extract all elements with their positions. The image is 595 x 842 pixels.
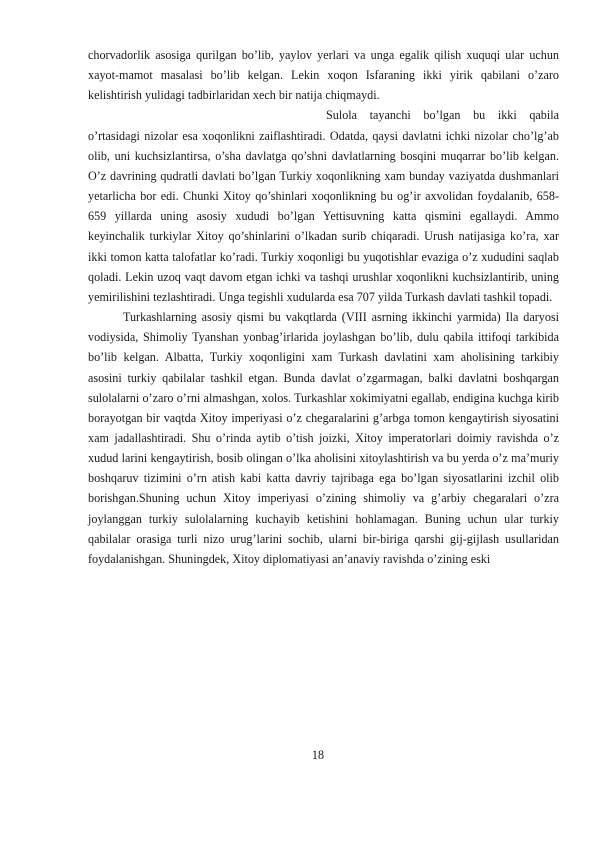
paragraph-1: chorvadorlik asosiga qurilgan bo’lib, yaylov yerlari va unga egalik qilish xuquqi ular uchun xayot-mamot masalasi bo’lib kelgan. Lekin xoqon Isfaraning ikki yirik qabilani o’zaro kelishtirish yulidagi tadbirlaridan xech bir natija chiqmaydi. [88,48,559,103]
paragraph-2: Sulola tayanchi bo’lgan bu ikki qabila o’rtasidagi nizolar esa xoqonlikni zaiflashtiradi. Odatda, qaysi davlatni ichki nizolar cho’lg’ab olib, uni kuchsizlantirsa, o’sha davlatga qo’shni davlatlarning bosqini muqarrar bo’lib kelgan. O’z davrining qudratli davlati bo’lgan Turkiy xoqonlikning xam bunday vaziyatda dushmanlari yetarlicha bor edi. Chunki Xitoy qo’shinlari xoqonlikning bu og’ir axvolidan foydalanib, 658-659 yillarda uning asosiy xududi bo’lgan Yettisuvning katta qismini egallaydi. Ammo keyinchalik turkiylar Xitoy qo’shinlarini o’lkadan surib chiqaradi. Urush natijasiga ko’ra, xar ikki tomon katta talofatlar ko’radi. Turkiy xoqonligi bu yuqotishlar evaziga o’z xududini saqlab qoladi. Lekin uzoq vaqt davom etgan ichki va tashqi urushlar xoqonlikni kuchsizlantirib, uning yemirilishini tezlashtiradi. Unga tegishli xudulardа esa 707 yilda Turkash davlati tashkil topadi. [88,108,559,304]
page-number: 18 [311,748,325,762]
document-body [88,45,559,569]
paragraph-3: Turkashlarning asosiy qismi bu vakqtlarda (VIII asrning ikkinchi yarmida) Ila daryosi vodiysida, Shimoliy Tyanshan yonbag’irlarida joylashgan bo’lib, dulu qabila ittifoqi tarkibida bo’lib kelgan. Albatta, Turkiy xoqonligini xam Turkash davlatini xam aholisining tarkibiy asosini turkiy qabilalar tashkil etgan. Bunda davlat o’zgarmagan, balki davlatni boshqargan sulolalarni o’zaro o’rni almashgan, xolos. Turkashlar xokimiyatni egallab, endigina kuchga kirib borayotgan bir vaqtda Xitoy imperiyasi o’z chegaralarini g’arbga tomon kengaytirish siyosatini xam jadallashtiradi. Shu o’rinda aytib o’tish joizki, Xitoy imperatorlari doimiy ravishda o’z xudud larini kengaytirish, bosib olingan o’lka aholisini xitoylashtirish va bu yerda o’z ma’muriy boshqaruv tizimini o’rn atish kabi katta davriy tajribaga ega bo’lgan siyosatlarini izchil olib borishgan.Shuning uchun Xitoy imperiyasi o’zining shimoliy va g’arbiy chegaralari o’zra joylanggan turkiy sulolalarning kuchayib ketishini hohlamagan. Buning uchun ular turkiy qabilalar orasiga turli nizo urug’larini sochib, ularni bir-biriga qarshi gij-gijlash usullaridan foydalanishgan. Shuningdek, Xitoy diplomatiyasi an’anaviy ravishda o’zining eski [88,310,559,566]
